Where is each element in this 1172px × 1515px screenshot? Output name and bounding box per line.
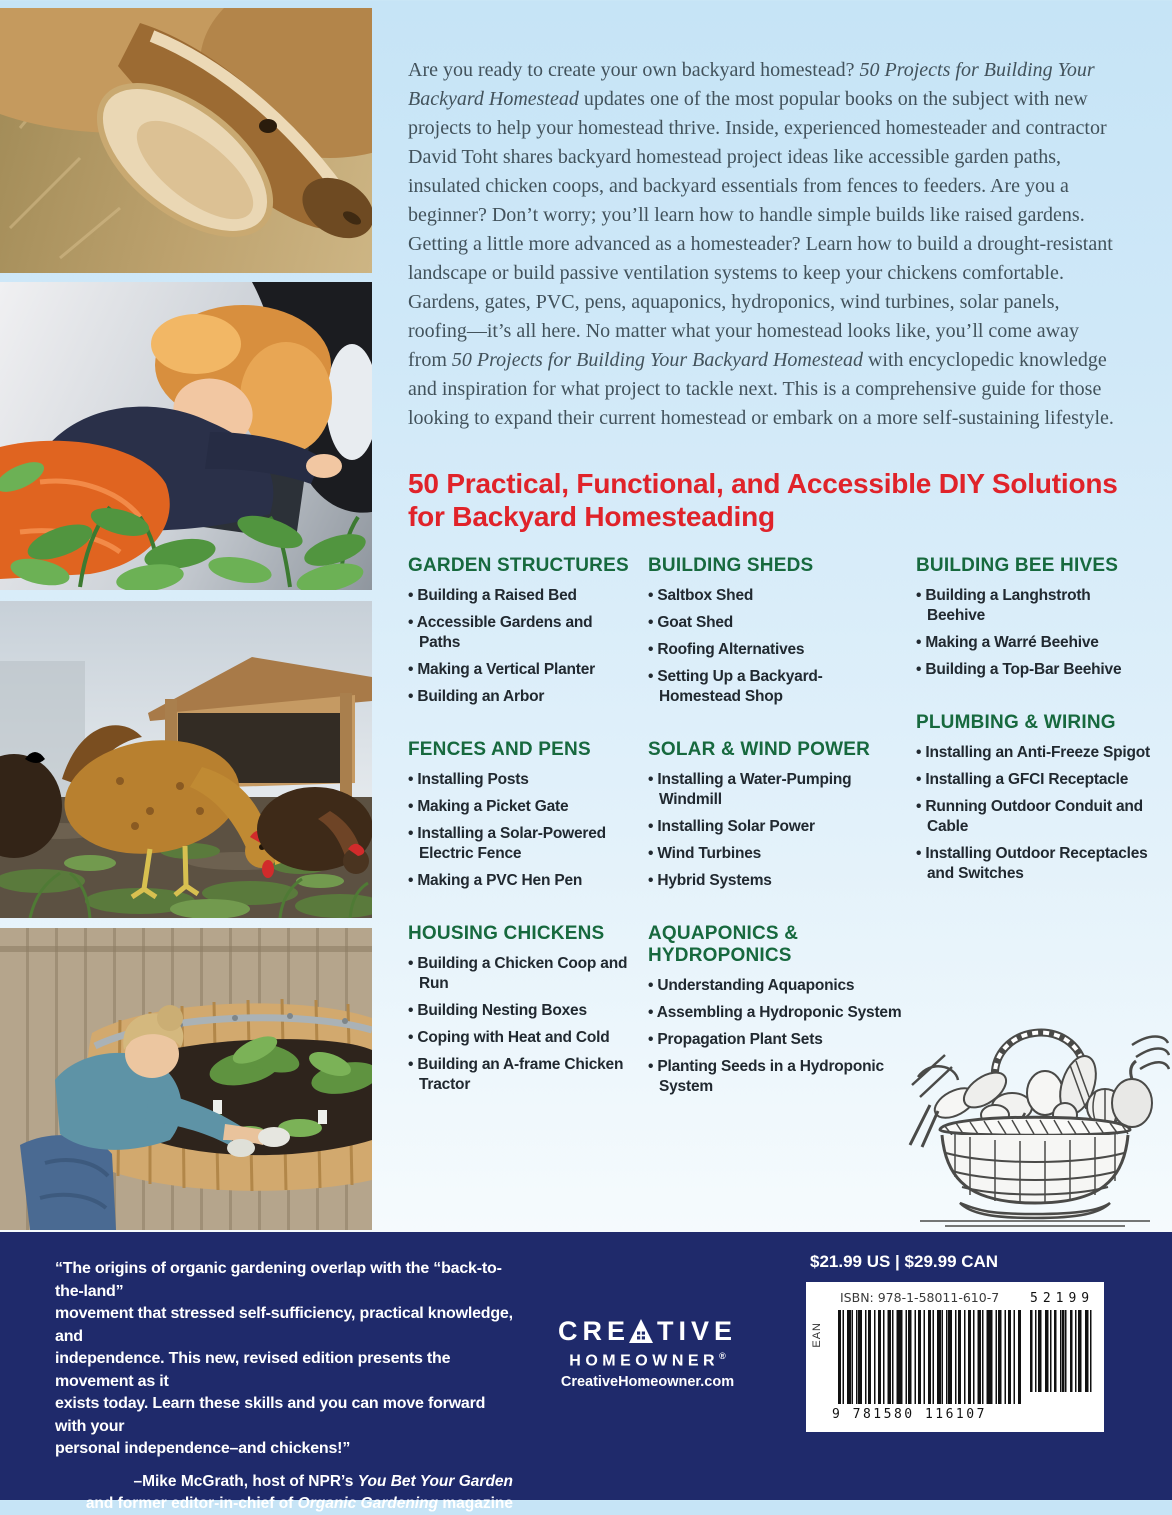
chickens-illustration bbox=[0, 601, 372, 918]
project-section bbox=[408, 739, 648, 891]
project-item: • Installing a Solar-Powered Electric Fence bbox=[408, 824, 634, 864]
project-item: • Wind Turbines bbox=[648, 844, 902, 864]
project-list bbox=[648, 770, 902, 891]
project-item: • Making a Vertical Planter bbox=[408, 660, 634, 680]
quote-line: personal independence–and chickens!” bbox=[55, 1440, 351, 1457]
review-quote bbox=[55, 1258, 513, 1461]
project-item: • Building Nesting Boxes bbox=[408, 1001, 634, 1021]
quote-line: movement that stressed self-sufficiency, practical knowledge, and bbox=[55, 1305, 513, 1345]
text-run: You Bet Your Garden bbox=[357, 1472, 513, 1490]
section-heading: BUILDING SHEDS bbox=[648, 555, 814, 576]
project-item: • Goat Shed bbox=[648, 613, 902, 633]
section-heading: AQUAPONICS & HYDROPONICS bbox=[648, 923, 799, 966]
text-run: Are you ready to create your own backyard homestead? bbox=[408, 59, 860, 81]
ean-label: EAN bbox=[811, 1322, 823, 1348]
project-item: • Running Outdoor Conduit and Cable bbox=[916, 797, 1152, 837]
logo-text-post: TIVE bbox=[657, 1316, 738, 1346]
section-heading: PLUMBING & WIRING bbox=[916, 712, 1116, 733]
logo-wordmark bbox=[540, 1318, 755, 1344]
text-run: magazine bbox=[438, 1494, 513, 1512]
project-item: • Building a Chicken Coop and Run bbox=[408, 954, 634, 994]
project-item: • Assembling a Hydroponic System bbox=[648, 1003, 902, 1023]
section-heading: SOLAR & WIND POWER bbox=[648, 739, 871, 760]
section-heading: FENCES AND PENS bbox=[408, 739, 591, 760]
text-run: with encyclopedic knowledge and inspiration for what project to tackle next. This is a comprehensive guide for those looking to expand their current homestead or embark on a more self-sustaining lifestyle. bbox=[408, 349, 1114, 429]
project-item: • Accessible Gardens and Paths bbox=[408, 613, 634, 653]
publisher-url: CreativeHomeowner.com bbox=[560, 1374, 735, 1391]
barcode-addon-bars bbox=[1030, 1310, 1092, 1392]
house-a-icon bbox=[628, 1318, 654, 1344]
project-column bbox=[916, 555, 1166, 916]
project-item: • Hybrid Systems bbox=[648, 871, 902, 891]
project-item: • Making a Picket Gate bbox=[408, 797, 634, 817]
attribution-line-1 bbox=[55, 1471, 513, 1493]
project-list bbox=[648, 586, 902, 707]
project-item: • Roofing Alternatives bbox=[648, 640, 902, 660]
project-section bbox=[916, 555, 1166, 680]
text-run: –Mike McGrath, host of NPR’s bbox=[133, 1472, 358, 1490]
barcode-bars bbox=[838, 1310, 1022, 1404]
girl-photo bbox=[0, 282, 372, 590]
project-item: • Coping with Heat and Cold bbox=[408, 1028, 634, 1048]
project-column bbox=[408, 555, 648, 1127]
girl-illustration bbox=[0, 282, 372, 590]
project-section bbox=[648, 555, 916, 707]
project-section bbox=[408, 555, 648, 707]
project-column bbox=[648, 555, 916, 1129]
project-item: • Making a Warré Beehive bbox=[916, 633, 1152, 653]
project-list bbox=[408, 586, 634, 707]
vegetable-basket-illustration bbox=[900, 985, 1170, 1227]
project-list bbox=[916, 586, 1152, 680]
text-run: updates one of the most popular books on the subject with new projects to help your homestead thrive. Inside, experienced homesteader and contractor David Toht shares backyard homestead project ideas like accessible garden paths, insulated chicken coops, and backyard essentials from fences to feeders. Are you a beginner? Don’t worry; you’ll learn how to handle simple builds like raised gardens. Getting a little more advanced as a homesteader? Learn how to build a drought-resistant landscape or build passive ventilation systems to keep your chickens comfortable. Gardens, gates, PVC, pens, aquaponics, hydroponics, wind turbines, solar panels, roofing—it’s all here. No matter what your homestead looks like, you’ll come away from bbox=[408, 88, 1113, 371]
text-run: 50 Projects for Building Your Backyard Homestead bbox=[408, 59, 1095, 110]
quote-attribution bbox=[55, 1471, 513, 1515]
project-item: • Installing Solar Power bbox=[648, 817, 902, 837]
project-item: • Building an Arbor bbox=[408, 687, 634, 707]
logo-homeowner: HOMEOWNER® bbox=[569, 1351, 726, 1370]
publisher-logo bbox=[540, 1318, 755, 1390]
project-item: • Installing Posts bbox=[408, 770, 634, 790]
project-item: • Building a Top-Bar Beehive bbox=[916, 660, 1152, 680]
footer-bar bbox=[0, 1232, 1172, 1512]
project-item: • Building a Langhstroth Beehive bbox=[916, 586, 1152, 626]
quote-line: exists today. Learn these skills and you can move forward with your bbox=[55, 1395, 486, 1435]
section-heading: HOUSING CHICKENS bbox=[408, 923, 605, 944]
project-item: • Making a PVC Hen Pen bbox=[408, 871, 634, 891]
project-section bbox=[916, 712, 1166, 884]
garden-photo bbox=[0, 928, 372, 1230]
headline: 50 Practical, Functional, and Accessible DIY Solutions for Backyard Homesteading bbox=[408, 468, 1118, 532]
review-quote-block bbox=[55, 1258, 513, 1515]
project-section bbox=[408, 923, 648, 1095]
project-item: • Building an A-frame Chicken Tractor bbox=[408, 1055, 634, 1095]
back-cover-copy bbox=[408, 56, 1168, 1129]
text-run: Organic Gardening bbox=[297, 1494, 439, 1512]
project-item: • Building a Raised Bed bbox=[408, 586, 634, 606]
project-list bbox=[648, 976, 902, 1097]
attribution-line-2 bbox=[55, 1493, 513, 1515]
text-run: 50 Projects for Building Your Backyard Homestead bbox=[451, 349, 863, 371]
quote-line: “The origins of organic gardening overlap with the “back-to-the-land” bbox=[55, 1260, 502, 1300]
project-list bbox=[408, 954, 634, 1095]
project-item: • Installing a Water-Pumping Windmill bbox=[648, 770, 902, 810]
intro-paragraph bbox=[408, 56, 1114, 433]
project-section bbox=[648, 739, 916, 891]
goat-photo bbox=[0, 8, 372, 273]
isbn-number: ISBN: 978-1-58011-610-7 bbox=[840, 1290, 1000, 1305]
project-item: • Propagation Plant Sets bbox=[648, 1030, 902, 1050]
goat-illustration bbox=[0, 8, 372, 273]
registered-mark: ® bbox=[719, 1351, 726, 1361]
project-item: • Saltbox Shed bbox=[648, 586, 902, 606]
quote-line: independence. This new, revised edition presents the movement as it bbox=[55, 1350, 451, 1390]
garden-illustration bbox=[0, 928, 372, 1230]
barcode-addon-code: 52199 bbox=[1030, 1291, 1095, 1306]
price: $21.99 US | $29.99 CAN bbox=[810, 1252, 999, 1271]
project-item: • Understanding Aquaponics bbox=[648, 976, 902, 996]
barcode bbox=[806, 1282, 1104, 1432]
barcode-digits: 9 781580 116107 bbox=[832, 1407, 987, 1422]
project-section bbox=[648, 923, 916, 1097]
section-heading: BUILDING BEE HIVES bbox=[916, 555, 1119, 576]
section-heading: GARDEN STRUCTURES bbox=[408, 555, 629, 576]
project-item: • Installing Outdoor Receptacles and Switches bbox=[916, 844, 1152, 884]
text-run: and former editor-in-chief of bbox=[85, 1494, 298, 1512]
project-item: • Installing a GFCI Receptacle bbox=[916, 770, 1152, 790]
project-item: • Setting Up a Backyard-Homestead Shop bbox=[648, 667, 902, 707]
project-list bbox=[916, 743, 1152, 884]
chickens-photo bbox=[0, 601, 372, 918]
project-item: • Installing an Anti-Freeze Spigot bbox=[916, 743, 1152, 763]
project-list bbox=[408, 770, 634, 891]
logo-text-pre: CRE bbox=[557, 1316, 630, 1346]
project-item: • Planting Seeds in a Hydroponic System bbox=[648, 1057, 902, 1097]
